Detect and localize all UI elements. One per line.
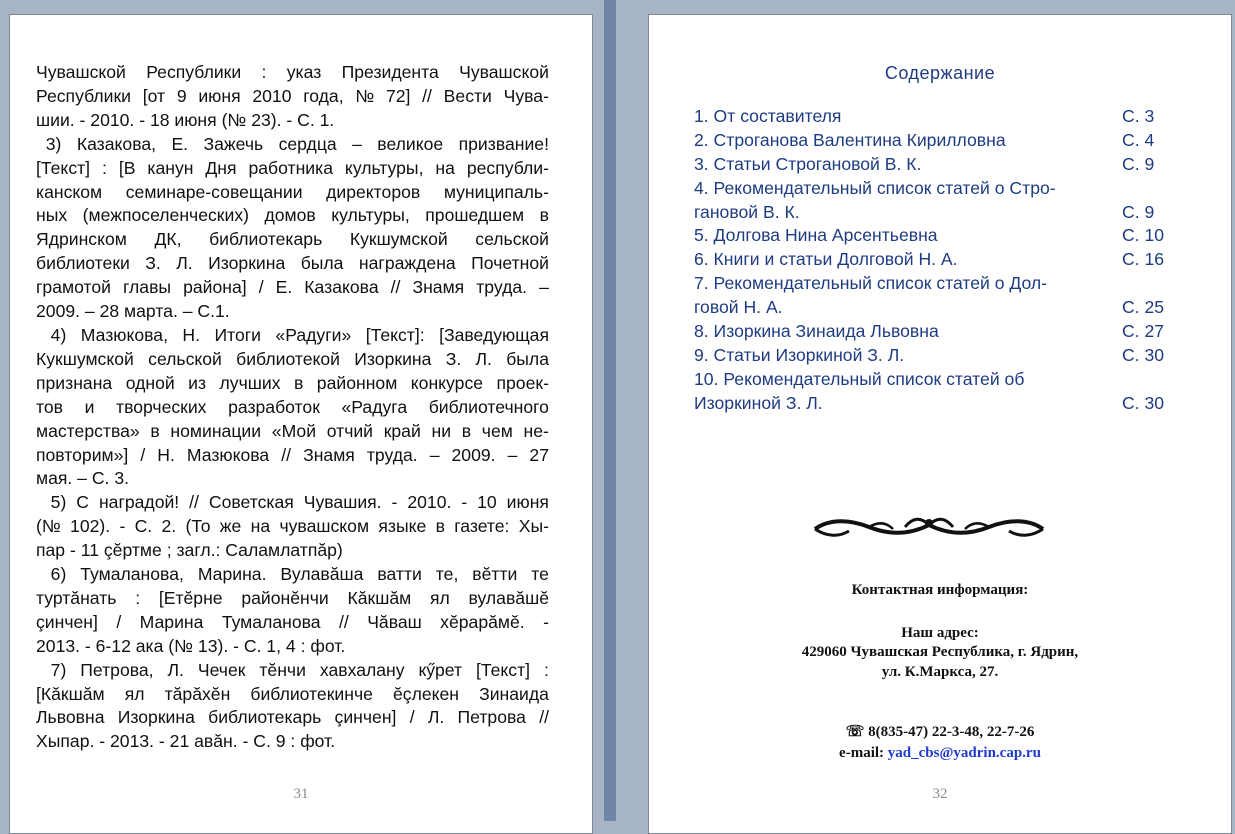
- word: ĕçлекен: [392, 683, 460, 704]
- toc-row[interactable]: [694, 368, 1174, 392]
- word: –: [539, 277, 549, 298]
- word: –: [429, 444, 440, 465]
- word: чем: [481, 420, 513, 441]
- word: [Заведующая: [439, 324, 549, 345]
- word: 10: [477, 492, 497, 513]
- text-line: [36, 563, 549, 587]
- word: //: [189, 492, 199, 513]
- word: труда.: [476, 277, 528, 298]
- word: канском: [36, 181, 103, 202]
- text-line: [36, 539, 549, 563]
- address-line-1: 429060 Чувашская Республика, г. Ядрин,: [801, 644, 1079, 660]
- word: Л.: [176, 253, 193, 274]
- toc-entry-title: 1. От составителя: [694, 106, 842, 126]
- word: Ядринском: [36, 229, 127, 250]
- email-line: [649, 743, 1231, 763]
- word: //: [390, 277, 401, 298]
- text-line: [36, 683, 549, 707]
- word: указ: [286, 62, 322, 82]
- word: «Радуга: [341, 396, 408, 417]
- address-label: Наш адрес:: [901, 625, 979, 641]
- word: Казакова,: [76, 133, 157, 154]
- word: //: [422, 85, 432, 106]
- word: грамотой: [36, 277, 111, 298]
- word: из: [188, 372, 207, 393]
- word: Президента: [341, 62, 439, 82]
- text-line: [36, 611, 549, 635]
- table-of-contents: [694, 105, 1174, 416]
- word: [В: [118, 157, 136, 178]
- toc-entry-page: С. 9: [1122, 201, 1155, 222]
- word: признана: [36, 372, 113, 393]
- word: семинаре-совещании: [125, 181, 303, 202]
- text-line: [36, 587, 549, 611]
- word: Львовна: [36, 707, 105, 728]
- text-line: [36, 300, 549, 324]
- word: Чăваш: [367, 611, 422, 632]
- toc-entry-page: С. 30: [1122, 344, 1165, 365]
- word: Знамя: [412, 277, 465, 298]
- word: Л.: [167, 659, 184, 680]
- word: 72]: [385, 85, 411, 106]
- word: (межпоселенческих): [82, 205, 249, 226]
- word: не-: [523, 420, 549, 441]
- word: районĕнчи: [241, 587, 329, 608]
- word: (То: [185, 516, 211, 537]
- word: хĕрарăмĕ.: [440, 611, 525, 632]
- word: те,: [435, 564, 459, 585]
- word: Мазюкова,: [80, 324, 168, 345]
- word: -: [119, 516, 126, 537]
- word: вĕтти: [472, 564, 518, 585]
- word: труда.: [366, 444, 418, 465]
- word: (№: [36, 516, 61, 537]
- word: Вулавăша: [280, 564, 364, 585]
- word: ных: [36, 205, 68, 226]
- toc-row[interactable]: [694, 296, 1174, 320]
- text-line: [36, 635, 549, 659]
- word: библиотекарь: [208, 707, 322, 728]
- word: «Радуги»: [275, 324, 352, 345]
- word: Дня: [205, 157, 237, 178]
- email-link[interactable]: yad_cbs@yadrin.cap.ru: [887, 745, 1041, 761]
- toc-row[interactable]: [694, 392, 1174, 416]
- text-line-content: 2009. – 28 марта. – С.1.: [36, 301, 230, 322]
- word: 9: [176, 85, 187, 106]
- document-page-left: [9, 14, 593, 834]
- word: Петрова,: [80, 659, 154, 680]
- text-line: [36, 133, 549, 157]
- word: культуры,: [344, 157, 424, 178]
- word: Кукшумской: [349, 229, 448, 250]
- word: туртăнать: [36, 587, 117, 608]
- word: ДК,: [154, 229, 182, 250]
- toc-entry-title: 7. Рекомендательный список статей о Дол-: [694, 273, 1048, 294]
- word: Л.: [427, 707, 445, 728]
- word: Чувашской: [459, 62, 549, 82]
- toc-row[interactable]: [694, 153, 1174, 177]
- word: //: [281, 444, 292, 465]
- text-line: [36, 85, 549, 109]
- word: /: [116, 611, 122, 632]
- word: сельской: [475, 229, 549, 250]
- word: главы: [123, 277, 172, 298]
- toc-entry-page: С. 9: [1122, 153, 1155, 174]
- word: кӳрет: [418, 659, 463, 680]
- word: -: [391, 492, 398, 513]
- text-line: [36, 109, 549, 133]
- word: №: [355, 85, 375, 106]
- word: Итоги: [214, 324, 261, 345]
- word: /: [140, 444, 146, 465]
- word: проек-: [496, 372, 549, 393]
- word: призвание!: [458, 133, 549, 154]
- word: Изоркина: [354, 348, 432, 369]
- text-line: [36, 420, 549, 444]
- document-page-right: [648, 14, 1232, 834]
- word: тĕнчи: [259, 659, 306, 680]
- word: в: [293, 372, 304, 393]
- toc-row[interactable]: [694, 177, 1174, 201]
- word: в: [435, 516, 445, 537]
- word: номинации: [170, 420, 262, 441]
- toc-row[interactable]: [694, 320, 1174, 344]
- word: конкурсе: [410, 372, 484, 393]
- word: Е.: [275, 277, 293, 298]
- toc-entry-page: С. 16: [1122, 249, 1165, 270]
- word: :: [135, 587, 141, 608]
- word: же: [219, 516, 242, 537]
- toc-entry-title: 9. Статьи Изоркиной З. Л.: [694, 344, 905, 365]
- word: Зинаида: [479, 683, 549, 704]
- word: [Текст]: [475, 659, 531, 680]
- word: чувашском: [279, 516, 370, 537]
- word: библиотекой: [236, 348, 340, 369]
- word: Изоркина: [208, 253, 286, 274]
- word: муниципаль-: [443, 181, 549, 202]
- word: великое: [377, 133, 444, 154]
- text-line: [36, 252, 549, 276]
- word: ни: [431, 420, 452, 441]
- word: культуры,: [331, 205, 410, 226]
- toc-entry-title: говой Н. А.: [694, 297, 783, 318]
- toc-entry-title: 10. Рекомендательный список статей об: [694, 368, 1025, 389]
- page-gap: [594, 0, 647, 821]
- word: ватти: [377, 564, 422, 585]
- text-line: [36, 61, 549, 85]
- word: канун: [147, 157, 194, 178]
- word: -: [543, 611, 549, 632]
- phone-number: ☏ 8(835-47) 22-3-48, 22-7-26: [845, 724, 1035, 740]
- word: Кăкшăм: [347, 587, 412, 608]
- word: Тумаланова,: [80, 564, 184, 585]
- word: работника: [248, 157, 333, 178]
- toc-entry-page: С. 27: [1122, 321, 1165, 342]
- word: çинчен]: [36, 611, 98, 632]
- toc-row[interactable]: [694, 224, 1174, 248]
- word: мастерства»: [36, 420, 140, 441]
- word: вулавăшĕ: [468, 587, 549, 608]
- word: Вести: [443, 85, 492, 106]
- word: [от: [142, 85, 166, 106]
- word: С.: [134, 516, 153, 537]
- text-line: [36, 348, 549, 372]
- toc-entry-title: Изоркиной З. Л.: [694, 392, 823, 413]
- word: была: [506, 348, 549, 369]
- word: –: [352, 133, 362, 154]
- word: в: [539, 205, 549, 226]
- word: Н.: [157, 444, 175, 465]
- text-line: [36, 730, 549, 754]
- word: повторим»]: [36, 444, 129, 465]
- toc-row[interactable]: [694, 105, 1174, 129]
- word: Л.: [475, 348, 492, 369]
- word: //: [338, 611, 349, 632]
- word: прошедшем: [425, 205, 525, 226]
- word: Советская: [208, 492, 294, 513]
- word: Чувашской: [36, 62, 126, 82]
- text-line-content: мая. – С. 3.: [36, 468, 130, 489]
- word: 3): [36, 133, 62, 154]
- word: Чува-: [503, 85, 549, 106]
- address-line-2: ул. К.Маркса, 27.: [881, 664, 999, 680]
- word: 5): [36, 492, 67, 513]
- text-line: [36, 372, 549, 396]
- toc-entry-title: 6. Книги и статьи Долговой Н. А.: [694, 249, 958, 270]
- toc-row[interactable]: [694, 201, 1174, 225]
- word: сердца: [278, 133, 337, 154]
- text-line: [36, 659, 549, 683]
- word: З.: [145, 253, 161, 274]
- toc-row[interactable]: [694, 129, 1174, 153]
- text-line-content: шии. - 2010. - 18 июня (№ 23). - С. 1.: [36, 109, 335, 130]
- word: сельской: [148, 348, 222, 369]
- word: 4): [36, 324, 67, 345]
- word: республи-: [466, 157, 549, 178]
- word: ял: [124, 683, 145, 704]
- word: Петрова: [457, 707, 526, 728]
- toc-entry-title: 3. Статьи Строгановой В. К.: [694, 153, 922, 174]
- text-line: [36, 181, 549, 205]
- word: награждена: [358, 253, 456, 274]
- page-number: 31: [293, 786, 309, 802]
- contact-heading: Контактная информация:: [851, 582, 1029, 598]
- word: :: [261, 62, 267, 82]
- text-line: [36, 228, 549, 252]
- ornament-divider: [809, 515, 1049, 543]
- text-line-content: Хыпар. - 2013. - 21 авăн. - С. 9 : фот.: [36, 731, 336, 752]
- word: Марина: [139, 611, 204, 632]
- word: июня: [198, 85, 241, 106]
- word: отчий: [326, 420, 374, 441]
- word: 7): [36, 659, 67, 680]
- word: тăрăхĕн: [164, 683, 231, 704]
- word: [Текст]:: [365, 324, 425, 345]
- page-number: 32: [932, 786, 948, 802]
- text-line: [36, 396, 549, 420]
- word: «Мой: [271, 420, 317, 441]
- word: тов: [36, 396, 63, 417]
- word: /: [409, 707, 415, 728]
- word: Е.: [171, 133, 189, 154]
- word: директоров: [326, 181, 421, 202]
- word: 27: [529, 444, 549, 465]
- word: Зажечь: [203, 133, 264, 154]
- toc-entry-page: С. 25: [1122, 297, 1165, 318]
- word: –: [507, 444, 518, 465]
- toc-entry-page: С. 10: [1122, 225, 1165, 246]
- page-separator: [604, 0, 616, 821]
- word: в: [150, 420, 160, 441]
- text-line-content: 2013. - 6-12 ака (№ 13). - С. 1, 4 : фот.: [36, 635, 346, 656]
- toc-entry-title: 2. Строганова Валентина Кирилловна: [694, 129, 1006, 150]
- word: 6): [36, 564, 67, 585]
- word: 2009.: [451, 444, 496, 465]
- word: домов: [264, 205, 316, 226]
- word: была: [300, 253, 344, 274]
- word: Республики: [146, 62, 242, 82]
- word: 2010.: [407, 492, 452, 513]
- word: газете:: [454, 516, 510, 537]
- word: июня: [506, 492, 549, 513]
- word: на: [250, 516, 271, 537]
- text-line: [36, 706, 549, 730]
- word: года,: [303, 85, 344, 106]
- word: :: [544, 659, 549, 680]
- word: творческих: [116, 396, 207, 417]
- word: Чувашия.: [303, 492, 382, 513]
- word: 2010: [252, 85, 292, 106]
- word: ял: [429, 587, 450, 608]
- text-line: [36, 157, 549, 181]
- word: Кукшумской: [36, 348, 134, 369]
- word: [Текст]: [36, 157, 91, 178]
- toc-row[interactable]: [694, 272, 1174, 296]
- toc-entry-page: С. 4: [1122, 129, 1155, 150]
- text-line-content: пар - 11 çĕртме ; загл.: Саламлатпăр): [36, 540, 343, 561]
- text-line: [36, 467, 549, 491]
- word: 102).: [70, 516, 111, 537]
- word: библиотечного: [428, 396, 549, 417]
- text-line: [36, 204, 549, 228]
- word: -: [461, 492, 468, 513]
- word: библиотеки: [36, 253, 130, 274]
- text-line: [36, 324, 549, 348]
- word: одной: [125, 372, 175, 393]
- toc-row[interactable]: [694, 344, 1174, 368]
- word: в: [461, 420, 472, 441]
- word: Республики: [36, 85, 131, 106]
- word: çинчен]: [334, 707, 397, 728]
- word: [Кăкшăм: [36, 683, 105, 704]
- word: разработок: [228, 396, 320, 417]
- word: те: [531, 564, 549, 585]
- word: Казакова: [304, 277, 379, 298]
- word: С: [76, 492, 89, 513]
- word: Почетной: [471, 253, 549, 274]
- toc-entry-title: 4. Рекомендательный список статей о Стро-: [694, 177, 1056, 198]
- word: Хы-: [518, 516, 549, 537]
- toc-row[interactable]: [694, 248, 1174, 272]
- word: библиотекарь: [209, 229, 323, 250]
- word: З.: [445, 348, 462, 369]
- email-label: e-mail:: [839, 745, 888, 761]
- word: 2.: [161, 516, 177, 537]
- word: наградой!: [98, 492, 180, 513]
- word: Изоркина: [117, 707, 195, 728]
- word: Тумаланова: [221, 611, 321, 632]
- word: :: [102, 157, 107, 178]
- text-line: [36, 276, 549, 300]
- bibliography-text: [36, 61, 549, 754]
- word: Знамя: [303, 444, 355, 465]
- toc-entry-page: С. 30: [1122, 392, 1165, 413]
- word: языке: [378, 516, 427, 537]
- toc-entry-title: гановой В. К.: [694, 201, 800, 222]
- word: хавхалану: [319, 659, 405, 680]
- word: Мазюкова: [186, 444, 270, 465]
- word: районном: [316, 372, 398, 393]
- toc-entry-title: 8. Изоркина Зинаида Львовна: [694, 321, 939, 342]
- word: лучших: [219, 372, 281, 393]
- word: на: [435, 157, 455, 178]
- text-line: [36, 491, 549, 515]
- word: района]: [183, 277, 247, 298]
- word: //: [539, 707, 549, 728]
- toc-title: Содержание: [884, 63, 996, 83]
- word: библиотекинче: [250, 683, 373, 704]
- word: Марина.: [197, 564, 267, 585]
- toc-entry-page: С. 3: [1122, 106, 1155, 126]
- word: Н.: [182, 324, 200, 345]
- word: /: [258, 277, 264, 298]
- word: и: [84, 396, 95, 417]
- word: Чечек: [197, 659, 246, 680]
- toc-entry-title: 5. Долгова Нина Арсентьевна: [694, 225, 938, 246]
- word: край: [383, 420, 421, 441]
- text-line: [36, 515, 549, 539]
- word: [Етĕрне: [158, 587, 223, 608]
- text-line: [36, 444, 549, 468]
